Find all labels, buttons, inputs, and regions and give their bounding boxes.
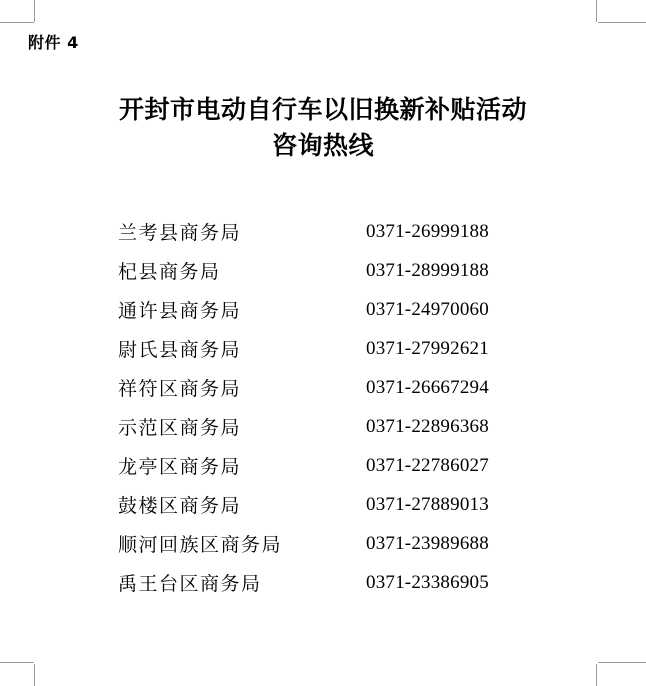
- phone-number: 0371-28999188: [366, 259, 489, 281]
- phone-number: 0371-27889013: [366, 493, 489, 515]
- organization-name: 通许县商务局: [118, 300, 242, 322]
- crop-mark-top-left-vertical: [34, 0, 36, 22]
- organization-name: 杞县商务局: [118, 261, 221, 283]
- table-row: [118, 407, 538, 446]
- phone-number: 0371-24970060: [366, 298, 489, 320]
- organization-name: 禹王台区商务局: [118, 573, 262, 595]
- organization-name: 顺河回族区商务局: [118, 534, 283, 556]
- organization-name: 示范区商务局: [118, 417, 242, 439]
- crop-mark-bottom-left-vertical: [34, 664, 36, 686]
- table-row: [118, 251, 538, 290]
- table-row: [118, 485, 538, 524]
- table-row: [118, 563, 538, 602]
- table-row: [118, 368, 538, 407]
- crop-mark-bottom-right-horizontal: [598, 662, 646, 664]
- table-row: [118, 329, 538, 368]
- page-title: [0, 92, 646, 164]
- table-row: [118, 446, 538, 485]
- phone-number: 0371-23989688: [366, 532, 489, 554]
- phone-number: 0371-23386905: [366, 571, 489, 593]
- hotline-table-body: [118, 212, 538, 602]
- phone-number: 0371-27992621: [366, 337, 489, 359]
- hotline-table: [118, 212, 538, 602]
- organization-name: 祥符区商务局: [118, 378, 242, 400]
- table-row: [118, 524, 538, 563]
- phone-number: 0371-22786027: [366, 454, 489, 476]
- crop-mark-bottom-right-vertical: [596, 664, 598, 686]
- table-row: [118, 212, 538, 251]
- phone-number: 0371-26999188: [366, 220, 489, 242]
- attachment-label: 附件 4: [28, 33, 79, 52]
- crop-mark-top-left-horizontal: [0, 22, 34, 24]
- organization-name: 尉氏县商务局: [118, 339, 242, 361]
- organization-name: 鼓楼区商务局: [118, 495, 242, 517]
- crop-mark-bottom-left-horizontal: [0, 662, 34, 664]
- organization-name: 龙亭区商务局: [118, 456, 242, 478]
- phone-number: 0371-26667294: [366, 376, 489, 398]
- page-title-line-1: 开封市电动自行车以旧换新补贴活动: [118, 95, 527, 124]
- table-row: [118, 290, 538, 329]
- phone-number: 0371-22896368: [366, 415, 489, 437]
- crop-mark-top-right-horizontal: [598, 22, 646, 24]
- page-title-line-2: 咨询热线: [271, 131, 374, 160]
- organization-name: 兰考县商务局: [118, 222, 242, 244]
- crop-mark-top-right-vertical: [596, 0, 598, 22]
